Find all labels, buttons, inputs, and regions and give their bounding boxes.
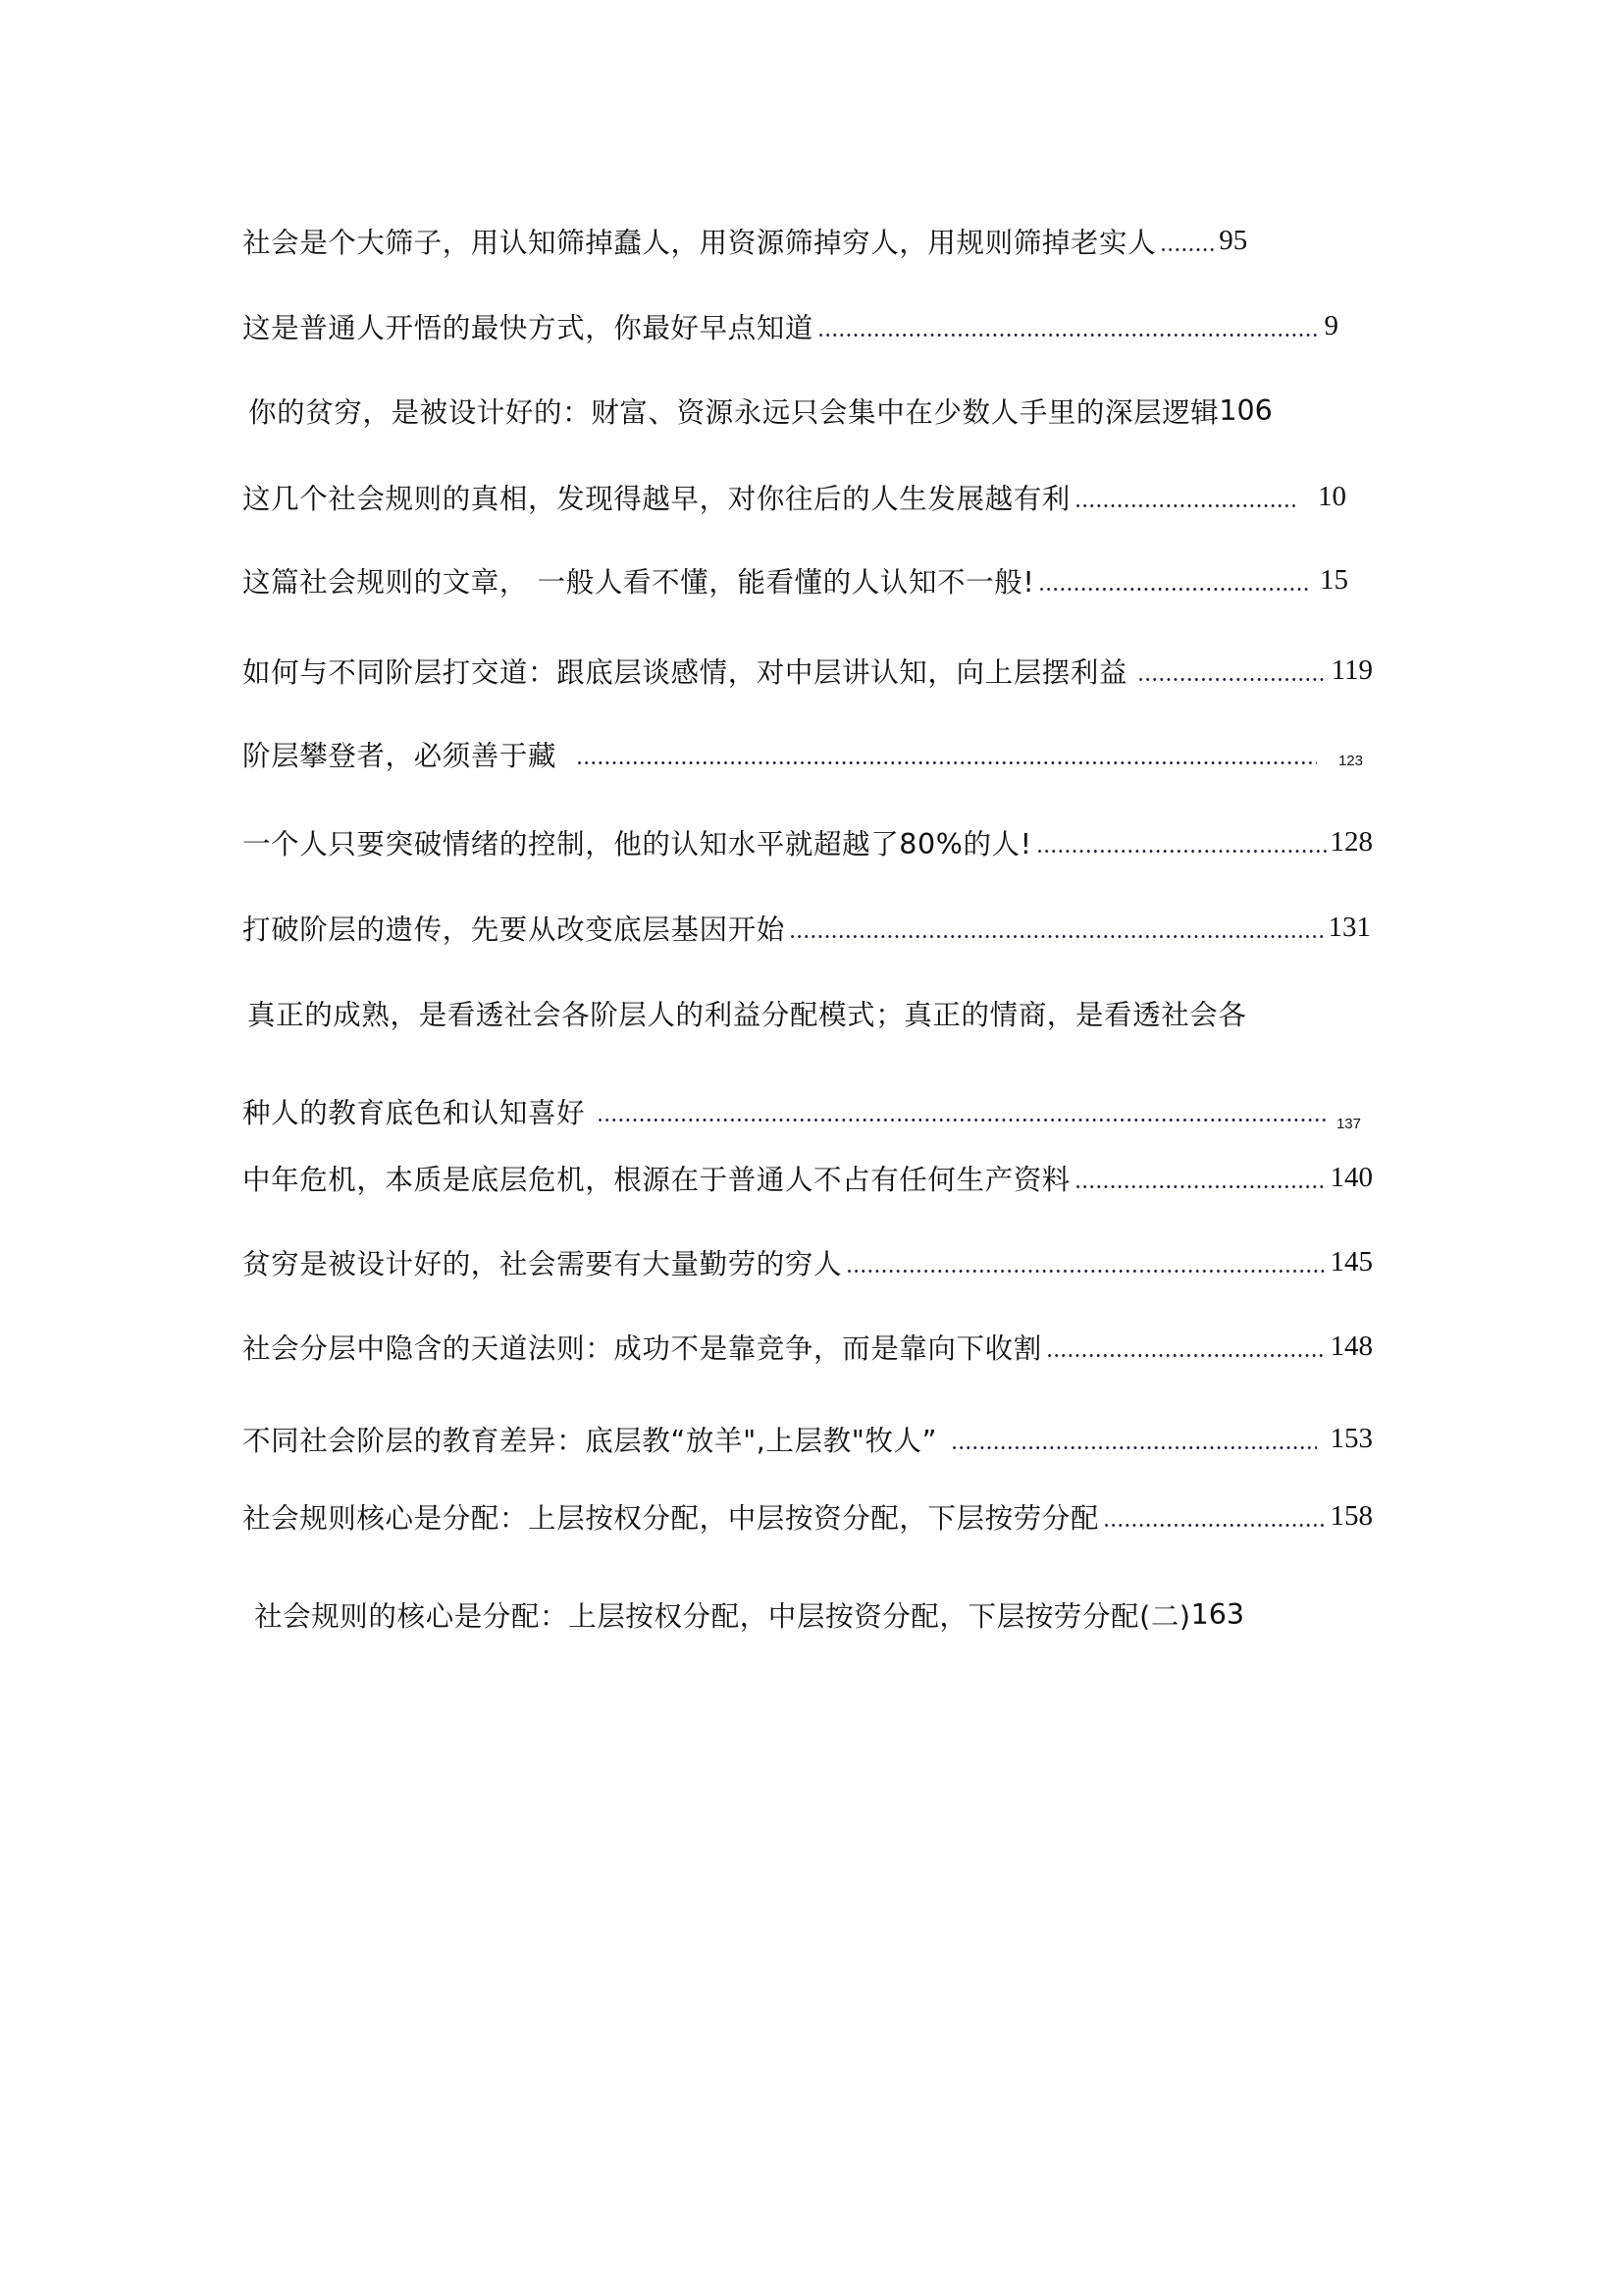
toc-entry[interactable] xyxy=(242,906,1371,949)
toc-entry-page: 131 xyxy=(1328,911,1371,943)
toc-leader-dots xyxy=(789,935,1325,938)
toc-entry-title: 社会规则核心是分配：上层按权分配，中层按资分配，下层按劳分配 xyxy=(242,1501,1100,1535)
toc-entry-page: 137 xyxy=(1336,1116,1361,1132)
toc-entry-title: 打破阶层的遗传，先要从改变底层基因开始 xyxy=(242,913,785,946)
toc-entry-title: 中年危机，本质是底层危机，根源在于普通人不占有任何生产资料 xyxy=(242,1163,1071,1196)
toc-leader-dots xyxy=(1103,1524,1326,1527)
toc-entry-title: 如何与不同阶层打交道：跟底层谈感情，对中层讲认知，向上层摆利益 xyxy=(242,655,1128,689)
toc-entry-page: 9 xyxy=(1324,309,1338,341)
toc-entry[interactable] xyxy=(242,1417,1373,1460)
toc-leader-dots xyxy=(846,1270,1326,1273)
toc-leader-dots xyxy=(1074,1185,1327,1188)
toc-leader-dots xyxy=(951,1446,1316,1449)
toc-entry-title-continued: 种人的教育底色和认知喜好 xyxy=(242,1096,586,1129)
toc-entry-title: 社会规则的核心是分配：上层按权分配，中层按资分配，下层按劳分配(二) xyxy=(254,1599,1191,1633)
toc-entry-title: 真正的成熟，是看透社会各阶层人的利益分配模式；真正的情商，是看透社会各 xyxy=(247,998,1247,1031)
toc-entry-title: 不同社会阶层的教育差异：底层教“放羊",上层教"牧人” xyxy=(242,1424,938,1457)
toc-entry-multiline[interactable] xyxy=(247,991,1386,1034)
toc-entry-title: 贫穷是被设计好的，社会需要有大量勤劳的穷人 xyxy=(242,1247,843,1280)
toc-leader-dots xyxy=(576,761,1317,764)
toc-leader-dots xyxy=(1046,1354,1327,1357)
toc-entry-title: 这是普通人开悟的最快方式，你最好早点知道 xyxy=(242,311,814,344)
toc-entry[interactable] xyxy=(242,1240,1373,1283)
toc-entry-page: 163 xyxy=(1190,1597,1245,1631)
toc-entry[interactable] xyxy=(248,389,1387,432)
toc-entry-title: 这几个社会规则的真相，发现得越早，对你往后的人生发展越有利 xyxy=(242,482,1071,515)
toc-entry-title: 一个人只要突破情绪的控制，他的认知水平就超越了80%的人! xyxy=(242,827,1032,861)
toc-entry-title: 这篇社会规则的文章， 一般人看不懂，能看懂的人认知不一般! xyxy=(242,565,1035,599)
toc-entry[interactable] xyxy=(242,219,1361,262)
toc-entry[interactable] xyxy=(254,1592,1392,1636)
toc-entry-page: 119 xyxy=(1331,653,1373,686)
toc-entry[interactable] xyxy=(242,732,1363,775)
toc-entry-page: 145 xyxy=(1330,1245,1373,1278)
toc-entry-title: 社会分层中隐含的天道法则：成功不是靠竞争，而是靠向下收割 xyxy=(242,1331,1042,1365)
toc-entry[interactable] xyxy=(242,558,1348,601)
toc-leader-dots xyxy=(1160,248,1215,251)
toc-entry[interactable] xyxy=(242,820,1373,863)
toc-entry[interactable] xyxy=(242,649,1373,692)
toc-leader-dots xyxy=(817,334,1320,337)
toc-entry-page: 148 xyxy=(1330,1330,1373,1362)
toc-entry-title: 阶层攀登者，必须善于藏 xyxy=(242,739,557,772)
toc-entry[interactable] xyxy=(242,304,1338,347)
toc-entry[interactable] xyxy=(242,1156,1373,1199)
toc-leader-dots xyxy=(1038,588,1308,591)
toc-entry-page: 10 xyxy=(1318,480,1346,512)
toc-entry-page: 15 xyxy=(1320,563,1348,596)
toc-entry-page: 106 xyxy=(1219,393,1273,427)
toc-entry-page: 123 xyxy=(1337,753,1363,769)
toc-entry[interactable] xyxy=(242,1494,1373,1538)
toc-entry-page: 140 xyxy=(1330,1161,1373,1193)
toc-entry-page: 158 xyxy=(1330,1499,1373,1532)
toc-entry-page: 153 xyxy=(1330,1422,1373,1454)
toc-leader-dots xyxy=(1074,504,1296,507)
toc-entry-title: 你的贫穷，是被设计好的：财富、资源永远只会集中在少数人手里的深层逻辑 xyxy=(248,395,1220,429)
toc-entry-continuation[interactable] xyxy=(242,1089,1361,1132)
toc-leader-dots xyxy=(597,1119,1327,1121)
toc-entry[interactable] xyxy=(242,1325,1373,1368)
toc-entry-title: 社会是个大筛子，用认知筛掉蠢人，用资源筛掉穷人，用规则筛掉老实人 xyxy=(242,226,1157,259)
toc-entry-page: 95 xyxy=(1219,224,1248,256)
toc-entry-page: 128 xyxy=(1330,825,1373,858)
toc-leader-dots xyxy=(1137,678,1327,681)
toc-entry[interactable] xyxy=(242,475,1346,518)
toc-leader-dots xyxy=(1036,850,1327,853)
